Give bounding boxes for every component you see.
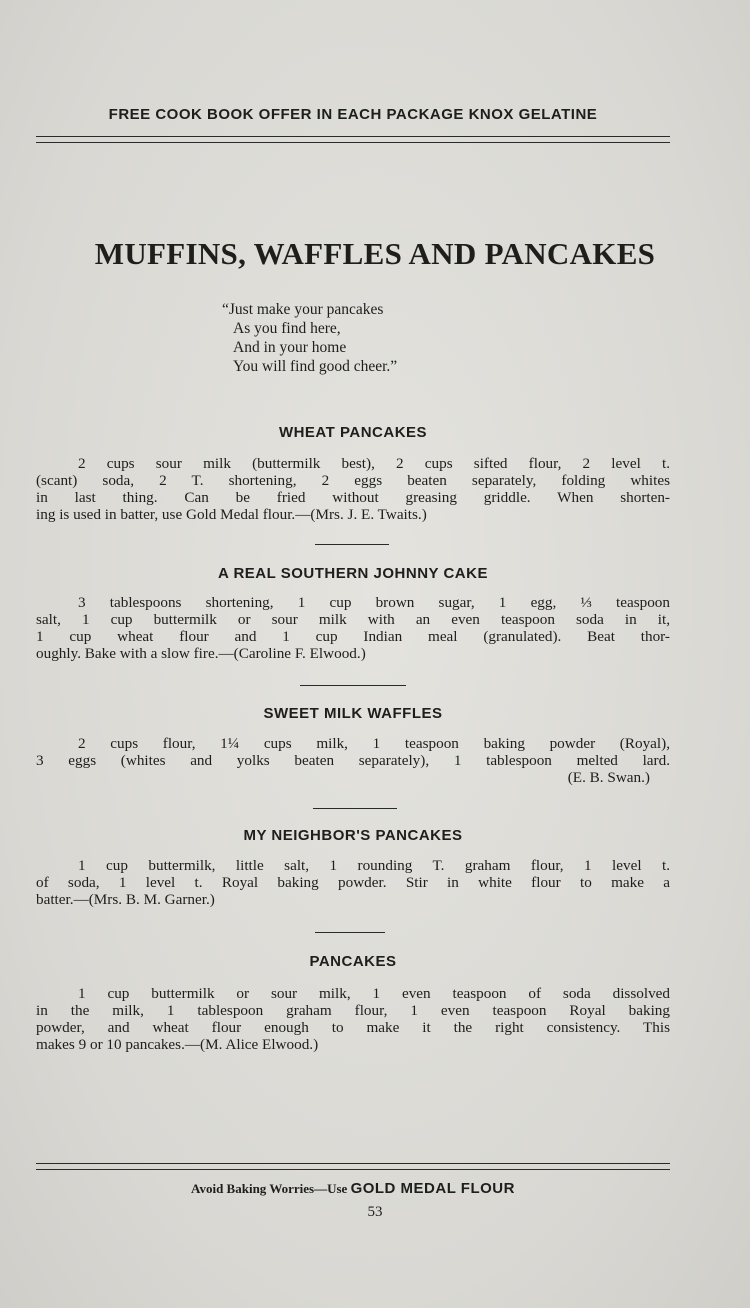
section-divider	[313, 808, 397, 809]
recipe-body-sweet-milk-waffles	[36, 735, 670, 786]
chapter-title: MUFFINS, WAFFLES AND PANCAKES	[94, 236, 656, 271]
poem-line: And in your home	[233, 339, 347, 356]
recipe-title-pancakes: PANCAKES	[309, 953, 397, 970]
recipe-line: 3 tablespoons shortening, 1 cup brown sugar, 1 egg, ⅓ teaspoon	[78, 594, 670, 611]
recipe-title-sweet-milk-waffles: SWEET MILK WAFFLES	[263, 705, 443, 722]
footer-double-rule	[36, 1163, 670, 1170]
recipe-title-johnny-cake: A REAL SOUTHERN JOHNNY CAKE	[218, 565, 488, 582]
recipe-line: 3 eggs (whites and yolks beaten separately), 1 tablespoon melted lard.	[36, 752, 670, 769]
recipe-title-my-neighbors-pancakes: MY NEIGHBOR'S PANCAKES	[243, 827, 463, 844]
recipe-line: makes 9 or 10 pancakes.—(M. Alice Elwood.)	[36, 1036, 319, 1053]
recipe-body-pancakes	[36, 985, 670, 1053]
recipe-attribution: (E. B. Swan.)	[567, 769, 650, 786]
recipe-body-my-neighbors-pancakes	[36, 857, 670, 908]
recipe-line: 1 cup buttermilk, little salt, 1 rounding T. graham flour, 1 level t.	[78, 857, 670, 874]
recipe-body-johnny-cake	[36, 594, 670, 662]
recipe-line: ing is used in batter, use Gold Medal flour.—(Mrs. J. E. Twaits.)	[36, 506, 427, 523]
footer-brand: GOLD MEDAL FLOUR	[350, 1180, 515, 1197]
recipe-line: batter.—(Mrs. B. M. Garner.)	[36, 891, 215, 908]
recipe-line: salt, 1 cup buttermilk or sour milk with an even teaspoon soda in it,	[36, 611, 670, 628]
epigraph-poem	[222, 300, 397, 376]
section-divider	[315, 544, 389, 545]
running-header: FREE COOK BOOK OFFER IN EACH PACKAGE KNOX GELATINE	[108, 106, 598, 123]
recipe-line: powder, and wheat flour enough to make it the right consistency. This	[36, 1019, 670, 1036]
recipe-line: in last thing. Can be fried without greasing griddle. When shorten-	[36, 489, 670, 506]
recipe-line: (scant) soda, 2 T. shortening, 2 eggs beaten separately, folding whites	[36, 472, 670, 489]
poem-line: As you find here,	[233, 320, 341, 337]
recipe-title-wheat-pancakes: WHEAT PANCAKES	[278, 424, 428, 441]
recipe-line: 2 cups flour, 1¼ cups milk, 1 teaspoon baking powder (Royal),	[78, 735, 670, 752]
footer-prefix: Avoid Baking Worries—Use	[191, 1181, 351, 1196]
poem-line: You will find good cheer.”	[233, 358, 398, 375]
recipe-line: 2 cups sour milk (buttermilk best), 2 cups sifted flour, 2 level t.	[78, 455, 670, 472]
footer-advert	[36, 1180, 670, 1197]
recipe-line: of soda, 1 level t. Royal baking powder. Stir in white flour to make a	[36, 874, 670, 891]
recipe-line: oughly. Bake with a slow fire.—(Caroline F. Elwood.)	[36, 645, 366, 662]
header-double-rule	[36, 136, 670, 143]
recipe-line: 1 cup wheat flour and 1 cup Indian meal (granulated). Beat thor-	[36, 628, 670, 645]
section-divider	[300, 685, 406, 686]
recipe-line: 1 cup buttermilk or sour milk, 1 even teaspoon of soda dissolved	[78, 985, 670, 1002]
recipe-body-wheat-pancakes	[36, 455, 670, 523]
recipe-line: in the milk, 1 tablespoon graham flour, 1 even teaspoon Royal baking	[36, 1002, 670, 1019]
poem-line: “Just make your pancakes	[222, 301, 384, 318]
section-divider	[315, 932, 385, 933]
page-number: 53	[367, 1204, 383, 1220]
